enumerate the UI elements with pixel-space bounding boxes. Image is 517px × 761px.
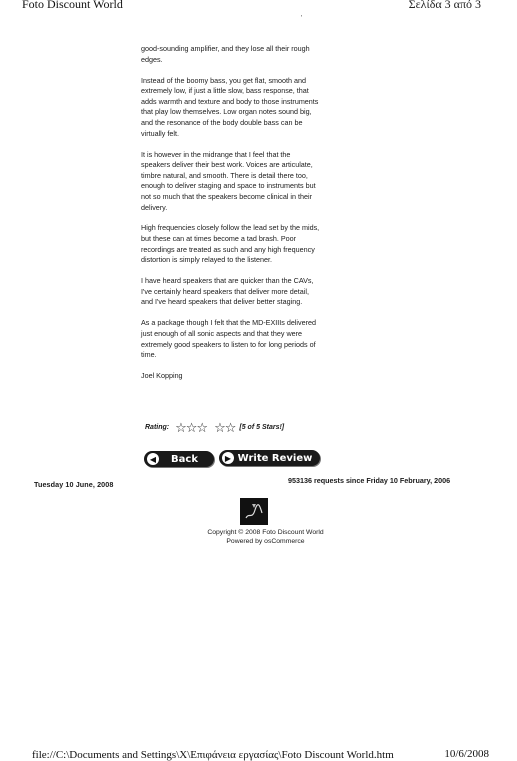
powered-by-text: Powered by osCommerce xyxy=(226,538,305,545)
review-paragraph: As a package though I felt that the MD-EXIIIs delivered just enough of all sonic aspects and that they were extremely good speakers to listen to for long periods of time. xyxy=(141,318,316,360)
rating-text: [5 of 5 Stars!] xyxy=(239,423,285,431)
star-icon: ☆ xyxy=(224,419,236,435)
write-review-button[interactable] xyxy=(219,450,320,466)
rating-label: Rating: xyxy=(145,423,170,431)
right-arrow-icon: ▶ xyxy=(222,452,234,464)
star-icon: ☆ xyxy=(196,419,208,435)
review-paragraph: good-sounding amplifier, and they lose all their rough edges. xyxy=(141,44,310,64)
print-header-title: Foto Discount World xyxy=(22,0,123,11)
rating-stars xyxy=(175,421,235,434)
star-icon: ☆ xyxy=(175,419,186,435)
brand-logo-icon[interactable] xyxy=(240,498,268,525)
copyright-block xyxy=(0,528,517,546)
star-icon: ☆ xyxy=(185,419,197,435)
current-date: Tuesday 10 June, 2008 xyxy=(34,480,114,489)
review-paragraph: It is however in the midrange that I feel that the speakers deliver their best work. Voices are articulate, timbre natural, and smooth. There is detail there too, enough to deliver staging and space to instruments but not so much that the speakers become clinical in their delivery. xyxy=(141,149,316,212)
review-paragraph: Instead of the boomy bass, you get flat, smooth and extremely low, if just a little slow, bass response, that adds warmth and texture and body to those instruments that play low themselves. Low organ notes sound big, and the resonance of the body double bass can be virtually felt. xyxy=(141,75,319,138)
request-counter: 953136 requests since Friday 10 February, 2006 xyxy=(288,476,451,485)
star-icon: ☆ xyxy=(214,419,225,435)
write-review-label: Write Review xyxy=(237,452,313,464)
rating-row xyxy=(145,419,284,435)
print-page-counter: Σελίδα 3 από 3 xyxy=(408,0,481,11)
print-date: 10/6/2008 xyxy=(444,748,489,760)
back-button[interactable] xyxy=(144,451,214,467)
print-file-path: file://C:\Documents and Settings\X\Επιφάνεια εργασίας\Foto Discount World.htm xyxy=(32,749,394,761)
back-button-label: Back xyxy=(171,453,198,465)
review-author: Joel Kopping xyxy=(141,371,183,381)
copyright-text: Copyright © 2008 Foto Discount World xyxy=(207,529,324,536)
scan-mark: ' xyxy=(301,15,303,22)
left-arrow-icon: ◀ xyxy=(147,453,159,465)
review-paragraph: High frequencies closely follow the lead set by the mids, but these can at times become a tad brash. Poor recordings are treated as such and any high frequency distortion is simply relayed to the listener. xyxy=(141,223,320,265)
review-article xyxy=(141,44,321,392)
review-paragraph: I have heard speakers that are quicker than the CAVs, I've certainly heard speakers that deliver more detail, and I've heard speakers that deliver better staging. xyxy=(141,276,314,307)
